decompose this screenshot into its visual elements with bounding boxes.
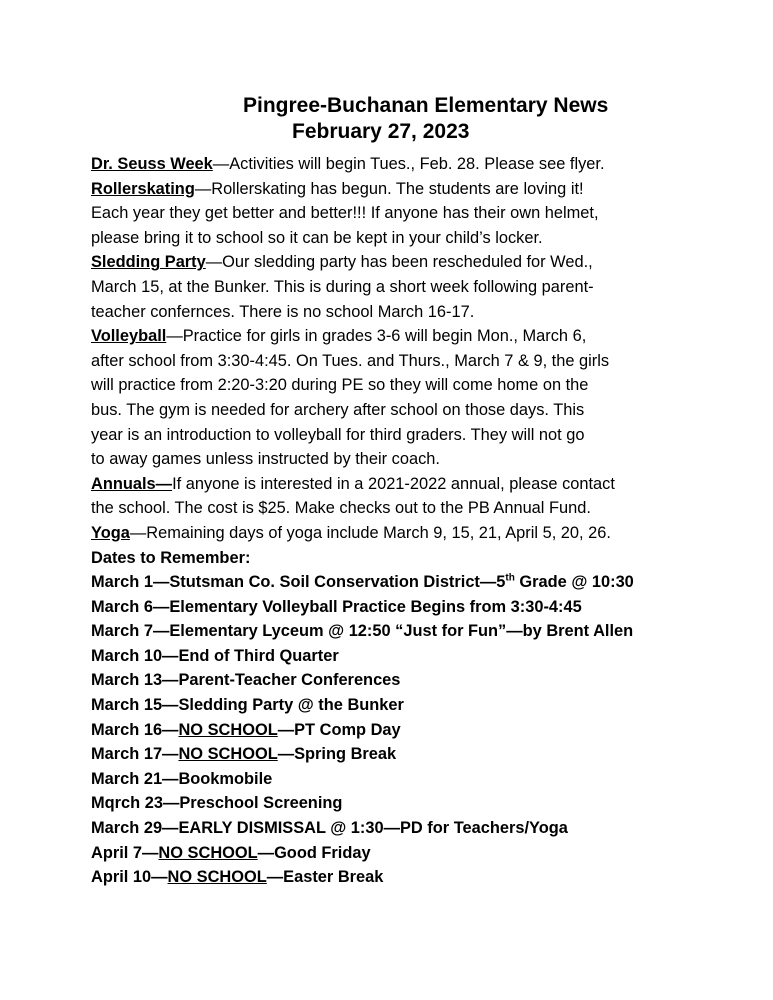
volleyball-line: year is an introduction to volleyball for third graders. They will not go [91, 425, 585, 444]
date-item-text: March 17— [91, 745, 179, 764]
sledding-text: —Our sledding party has been rescheduled for Wed., [205, 253, 593, 272]
date-item-text: —Good Friday [257, 843, 371, 862]
annuals-text: If anyone is interested in a 2021-2022 annual, please contact [172, 474, 615, 493]
annuals-line: the school. The cost is $25. Make checks out to the PB Annual Fund. [91, 499, 591, 518]
dates-heading: Dates to Remember: [91, 548, 251, 567]
skating-paragraph [91, 177, 711, 202]
annuals-heading: Annuals— [91, 474, 173, 493]
yoga-heading: Yoga [91, 523, 130, 542]
date-item: March 7—Elementary Lyceum @ 12:50 “Just for Fun”—by Brent Allen [91, 622, 634, 641]
date-item: March 6—Elementary Volleyball Practice Begins from 3:30-4:45 [91, 597, 582, 616]
volleyball-line: to away games unless instructed by their coach. [91, 450, 440, 469]
volleyball-line: will practice from 2:20-3:20 during PE so they will come home on the [91, 376, 589, 395]
newsletter-body [91, 152, 711, 890]
volleyball-line: after school from 3:30-4:45. On Tues. and Thurs., March 7 & 9, the girls [91, 351, 610, 370]
skating-line: please bring it to school so it can be kept in your child’s locker. [91, 228, 543, 247]
date-item-text: —Easter Break [266, 868, 384, 887]
skating-line: Each year they get better and better!!! If anyone has their own helmet, [91, 204, 599, 223]
date-item [91, 718, 711, 743]
no-school-label: NO SCHOOL [158, 843, 258, 862]
date-item: March 10—End of Third Quarter [91, 646, 339, 665]
yoga-text: —Remaining days of yoga include March 9, 15, 21, April 5, 20, 26. [129, 523, 611, 542]
date-item: March 21—Bookmobile [91, 769, 273, 788]
sledding-line: teacher confernces. There is no school March 16-17. [91, 302, 475, 321]
no-school-label: NO SCHOOL [167, 868, 267, 887]
sledding-line: March 15, at the Bunker. This is during a short week following parent- [91, 277, 594, 296]
seuss-paragraph [91, 152, 711, 177]
date-item: March 29—EARLY DISMISSAL @ 1:30—PD for Teachers/Yoga [91, 819, 568, 838]
volleyball-text: —Practice for girls in grades 3-6 will begin Mon., March 6, [166, 327, 587, 346]
date-item [91, 865, 711, 890]
date-item-text: April 10— [91, 868, 168, 887]
newsletter-title: Pingree-Buchanan Elementary News [243, 94, 609, 117]
date-item: Mqrch 23—Preschool Screening [91, 794, 343, 813]
volleyball-heading: Volleyball [91, 327, 167, 346]
date-item: March 13—Parent-Teacher Conferences [91, 671, 401, 690]
sledding-paragraph [91, 250, 711, 275]
newsletter-date: February 27, 2023 [292, 120, 470, 143]
date-item [91, 742, 711, 767]
no-school-label: NO SCHOOL [178, 745, 278, 764]
sledding-heading: Sledding Party [91, 253, 206, 272]
annuals-paragraph [91, 472, 711, 497]
date-item-text: —Spring Break [277, 745, 397, 764]
date-item [91, 570, 711, 595]
date-item-text: Grade @ 10:30 [514, 573, 634, 592]
date-item-text: —PT Comp Day [277, 720, 401, 739]
ordinal-suffix: th [505, 572, 515, 584]
volleyball-paragraph [91, 324, 711, 349]
skating-heading: Rollerskating [91, 179, 195, 198]
seuss-text: —Activities will begin Tues., Feb. 28. Please see flyer. [212, 155, 605, 173]
yoga-paragraph [91, 521, 711, 546]
date-item [91, 841, 711, 866]
skating-text: —Rollerskating has begun. The students are loving it! [194, 179, 584, 198]
no-school-label: NO SCHOOL [178, 720, 278, 739]
seuss-heading: Dr. Seuss Week [91, 155, 213, 173]
date-item-text: March 1—Stutsman Co. Soil Conservation District—5 [91, 573, 506, 592]
date-item-text: April 7— [91, 843, 159, 862]
date-item: March 15—Sledding Party @ the Bunker [91, 696, 404, 715]
volleyball-line: bus. The gym is needed for archery after school on those days. This [91, 400, 585, 419]
date-item-text: March 16— [91, 720, 179, 739]
